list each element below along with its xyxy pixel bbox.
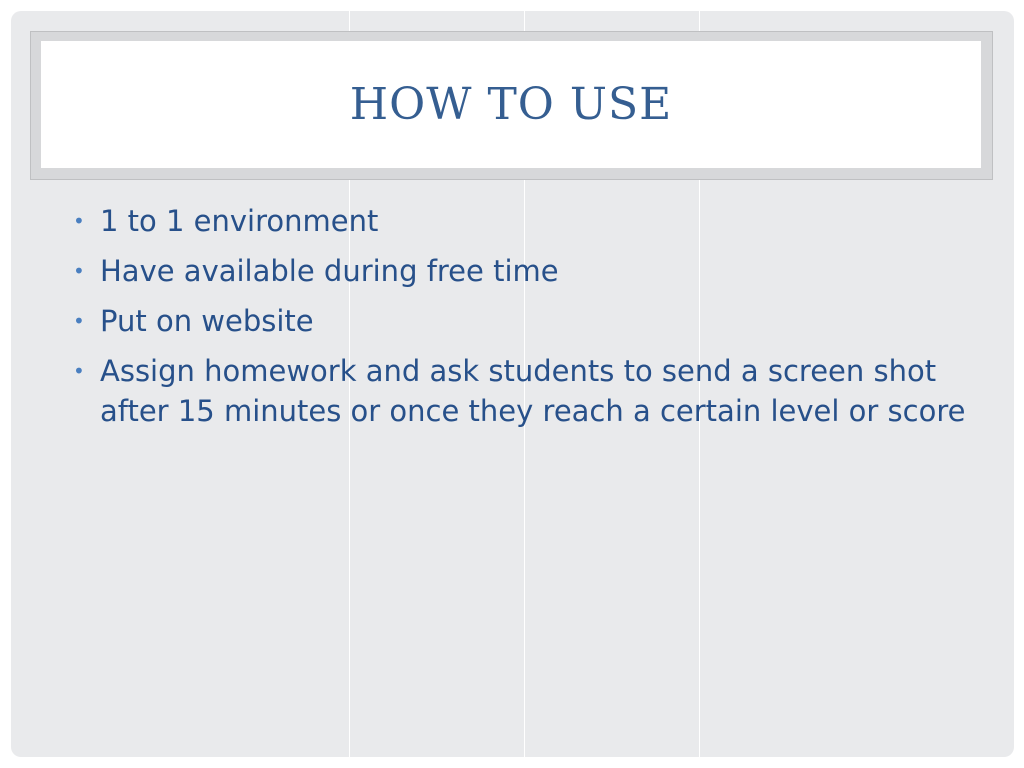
bullet-marker-icon: • (73, 359, 85, 383)
bullet-item (73, 251, 973, 291)
title-box (41, 41, 981, 168)
bullet-text: Assign homework and ask students to send a screen shot after 15 minutes or once they reach a certain level or score (100, 354, 966, 428)
bullet-item (73, 351, 973, 431)
bullet-marker-icon: • (73, 209, 85, 233)
slide-title: HOW TO USE (349, 79, 673, 130)
slide (11, 11, 1014, 757)
bullet-marker-icon: • (73, 309, 85, 333)
bullet-text: Put on website (100, 304, 314, 338)
bullet-marker-icon: • (73, 259, 85, 283)
bullet-text: 1 to 1 environment (100, 204, 379, 238)
bullet-list (73, 201, 973, 441)
bullet-item (73, 301, 973, 341)
bullet-item (73, 201, 973, 241)
bullet-text: Have available during free time (100, 254, 559, 288)
